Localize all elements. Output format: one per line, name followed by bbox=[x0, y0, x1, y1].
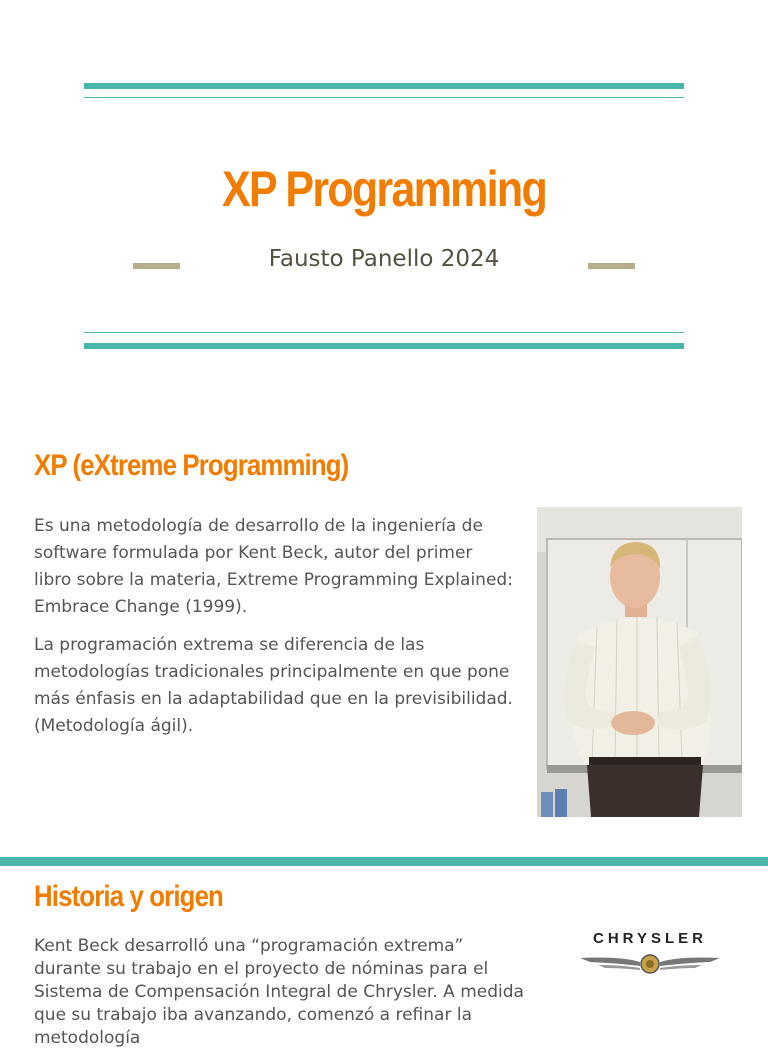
chrysler-logo-wordmark: CHRYSLER bbox=[593, 930, 707, 947]
presentation-subtitle: Fausto Panello 2024 bbox=[268, 246, 500, 272]
bottom-thin-rule bbox=[84, 332, 684, 333]
slide-divider bbox=[0, 857, 768, 866]
chrysler-logo bbox=[560, 930, 740, 980]
right-dash-ornament bbox=[588, 263, 635, 269]
xp-paragraph-2: La programación extrema se diferencia de las metodologías tradicionales principalmente en que pone más énfasis en la adaptabilidad que en la previsibilidad. (Metodología ágil). bbox=[34, 635, 513, 736]
presentation-title: XP Programming bbox=[221, 161, 547, 217]
history-paragraph-1: Kent Beck desarrolló una “programación extrema” durante su trabajo en el proyecto de nóminas para el Sistema de Compensación Integral de Chrysler. A medida que su trabajo iba avanzando, comenzó a refinar la metodología bbox=[34, 936, 524, 1048]
history-section-heading: Historia y origen bbox=[34, 880, 223, 913]
chrysler-wings-icon bbox=[560, 948, 740, 988]
xp-section-heading: XP (eXtreme Programming) bbox=[34, 449, 349, 482]
xp-paragraph-1: Es una metodología de desarrollo de la ingeniería de software formulada por Kent Beck, autor del primer libro sobre la materia, Extreme Programming Explained: Embrace Change (1999). bbox=[34, 516, 513, 617]
top-thin-rule bbox=[84, 97, 684, 98]
top-thick-rule bbox=[84, 83, 684, 89]
kent-beck-photo-illustration bbox=[537, 507, 742, 817]
title-slide bbox=[0, 0, 768, 400]
kent-beck-photo bbox=[537, 507, 742, 817]
bottom-thick-rule bbox=[84, 343, 684, 349]
